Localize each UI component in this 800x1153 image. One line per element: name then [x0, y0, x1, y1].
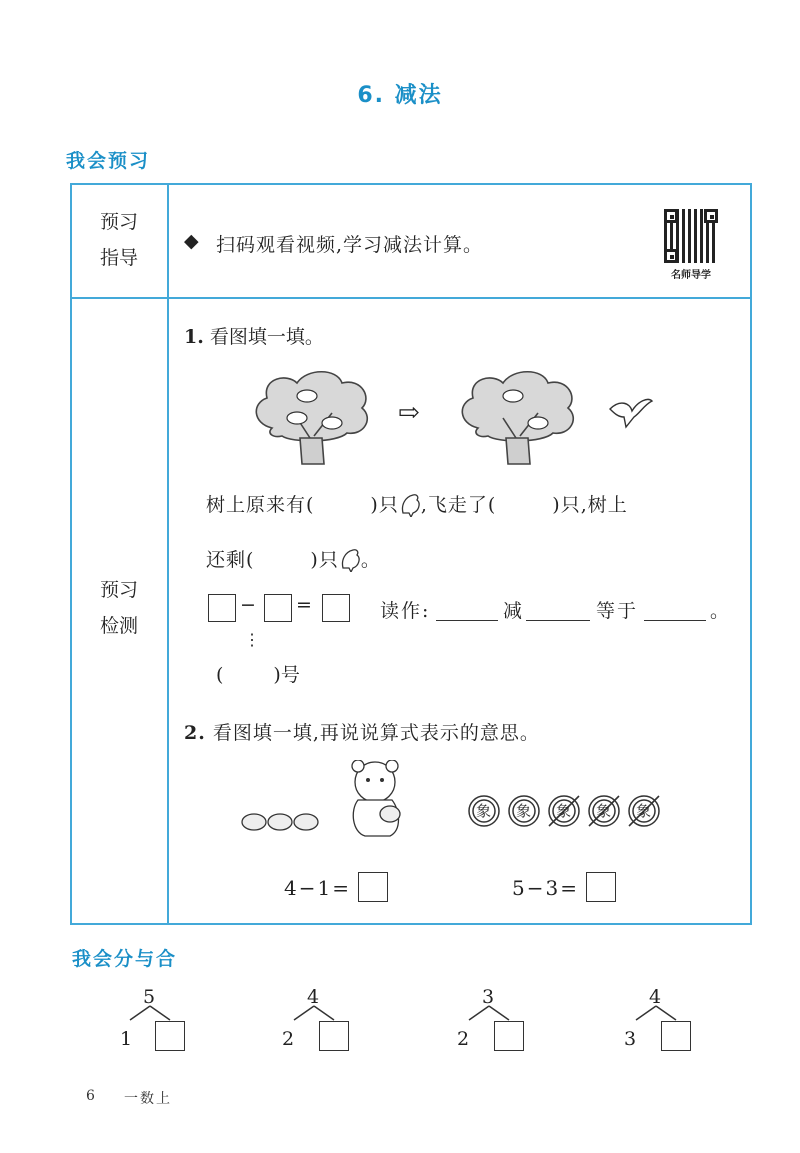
- read-as-label: 读作:: [380, 600, 431, 622]
- split-diagram: [624, 986, 704, 1056]
- chess-pieces-group: [467, 793, 667, 829]
- row-label-check-line1: 预习: [99, 579, 138, 601]
- elephant-piece: 象: [636, 802, 652, 820]
- row-label-check: [71, 572, 167, 644]
- row-label-guide-line1: 预习: [99, 211, 138, 233]
- row-label-guide: [71, 204, 167, 276]
- answer-box[interactable]: [155, 1021, 185, 1051]
- q1-prompt: 看图填一填。: [209, 326, 324, 348]
- tree-after-illustration: [458, 368, 578, 468]
- q1-text-remain: 还剩(: [206, 549, 255, 571]
- row-label-check-line2: 检测: [99, 615, 138, 637]
- arrow-icon: ⇨: [398, 398, 420, 428]
- dengyu-text: 等于: [596, 600, 639, 622]
- q2-equation-1: 4−1=: [284, 876, 351, 900]
- split-diagram: [118, 986, 198, 1056]
- answer-box[interactable]: [358, 872, 388, 902]
- flying-bird-icon: [608, 395, 654, 429]
- jian-text: 减: [503, 600, 523, 622]
- row-label-guide-line2: 指导: [99, 247, 138, 269]
- split-diagram: [457, 986, 537, 1056]
- sign-name-line: [216, 660, 300, 687]
- book-label: 一数上: [124, 1091, 172, 1107]
- pointer-dots: ⋮: [244, 630, 260, 649]
- answer-box[interactable]: [319, 1021, 349, 1051]
- elephant-piece: 象: [516, 802, 532, 820]
- table-divider-horizontal: [70, 297, 752, 299]
- q1-text-zhi2: )只: [310, 549, 339, 571]
- q2-number: 2.: [184, 722, 206, 744]
- q1-text-flew: ,飞走了(: [420, 494, 497, 516]
- q1-text-zhi: )只: [370, 494, 399, 516]
- answer-box[interactable]: [661, 1021, 691, 1051]
- elephant-piece: 象: [596, 802, 612, 820]
- minus-sign: −: [240, 594, 256, 616]
- q1-sentence-line1: [206, 490, 628, 517]
- page-title: 6. 减法: [357, 83, 443, 108]
- hao-close: )号: [273, 664, 300, 686]
- q1-number: 1.: [184, 326, 204, 348]
- read-as-blank[interactable]: [436, 600, 498, 621]
- q1-text-original: 树上原来有(: [206, 494, 315, 516]
- split-top-number: 4: [649, 986, 662, 1008]
- read-as-blank[interactable]: [526, 600, 590, 621]
- tree-with-birds-illustration: [252, 368, 372, 468]
- answer-box[interactable]: [494, 1021, 524, 1051]
- answer-box[interactable]: [322, 594, 350, 622]
- split-diagram: [282, 986, 362, 1056]
- q1-text-tree: )只,树上: [552, 494, 628, 516]
- page-number: 6: [86, 1088, 95, 1104]
- answer-box[interactable]: [586, 872, 616, 902]
- guide-text: 扫码观看视频,学习减法计算。: [216, 234, 484, 256]
- elephant-piece: 象: [476, 802, 492, 820]
- table-divider-vertical: [167, 183, 169, 925]
- qr-code-icon[interactable]: [664, 209, 718, 263]
- qr-caption: 名师导学: [671, 270, 711, 281]
- bear-with-jars-illustration: [240, 760, 410, 840]
- split-left-number: 1: [120, 1028, 133, 1050]
- section-heading-preview: 我会预习: [66, 150, 151, 172]
- q1-sentence-line2: 还剩( )只 。: [206, 545, 381, 572]
- equals-sign: =: [296, 594, 312, 616]
- split-top-number: 3: [482, 986, 495, 1008]
- bird-icon: [339, 546, 361, 572]
- split-left-number: 3: [624, 1028, 637, 1050]
- elephant-piece: 象: [556, 802, 572, 820]
- split-left-number: 2: [457, 1028, 470, 1050]
- period: 。: [710, 600, 730, 622]
- answer-box[interactable]: [208, 594, 236, 622]
- split-left-number: 2: [282, 1028, 295, 1050]
- hao-open: (: [216, 664, 224, 686]
- answer-box[interactable]: [264, 594, 292, 622]
- guide-bullet: ◆: [184, 230, 199, 252]
- q2-prompt: 看图填一填,再说说算式表示的意思。: [212, 722, 540, 744]
- split-top-number: 4: [307, 986, 320, 1008]
- q2-equation-2: 5−3=: [512, 876, 579, 900]
- read-as-blank[interactable]: [644, 600, 706, 621]
- section-heading-split: 我会分与合: [72, 948, 178, 970]
- split-top-number: 5: [143, 986, 156, 1008]
- bird-icon: [399, 491, 421, 517]
